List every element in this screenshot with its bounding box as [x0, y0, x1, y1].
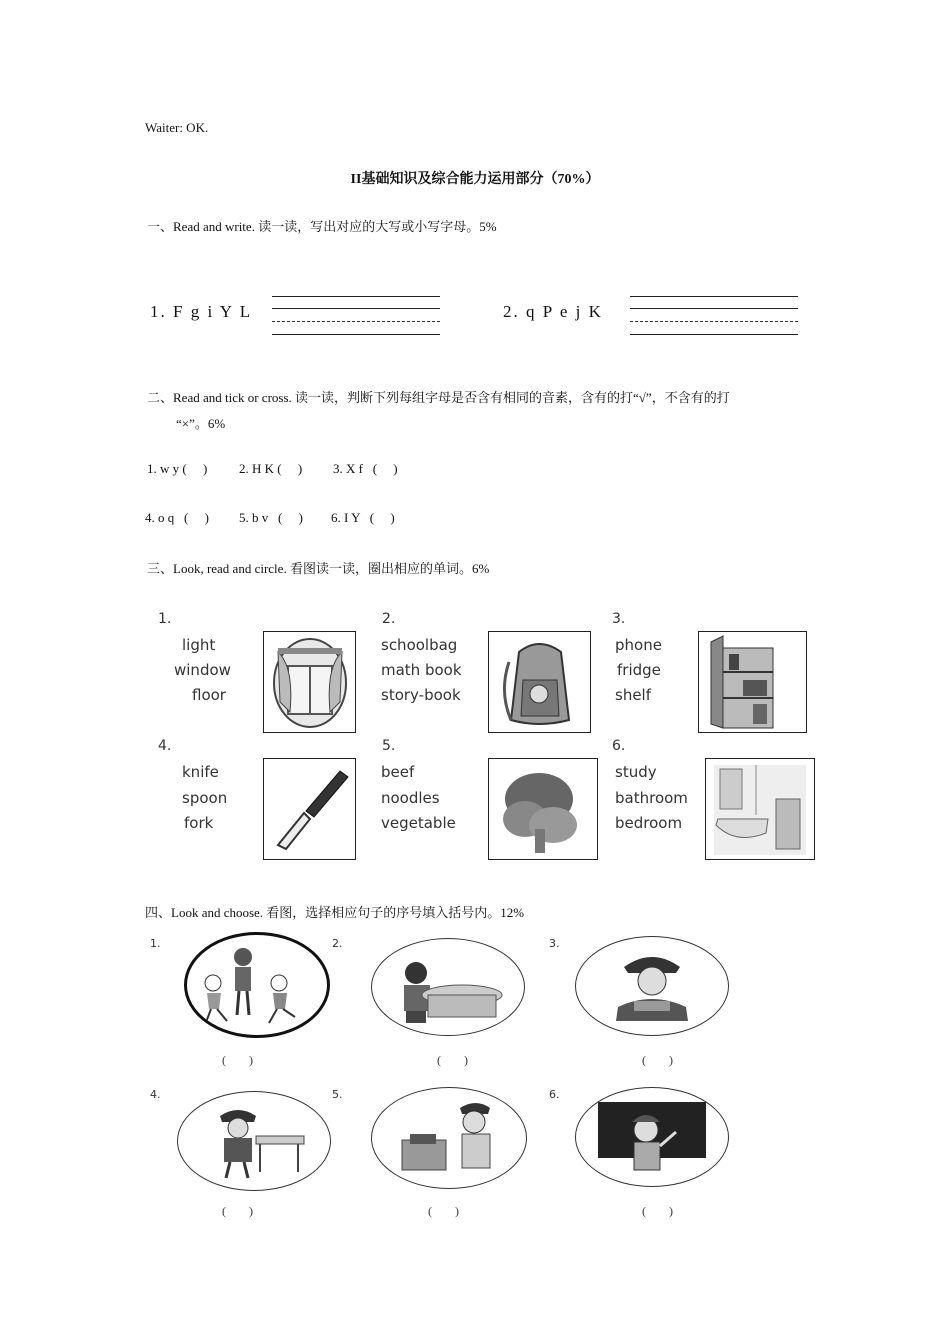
group-number: 2.	[382, 611, 396, 627]
word-option[interactable]: story-book	[381, 686, 461, 704]
answer-bracket[interactable]: ( )	[642, 1053, 683, 1067]
word-option[interactable]: fork	[184, 814, 214, 832]
word-option[interactable]: beef	[381, 763, 415, 781]
writing-line	[630, 308, 798, 309]
picture-frame	[705, 758, 815, 860]
item-number: 2.	[503, 302, 520, 321]
answer-bracket[interactable]: ( )	[222, 1204, 263, 1218]
schoolbag-icon	[489, 632, 590, 732]
knife-icon	[264, 759, 355, 859]
word-option[interactable]: fridge	[617, 661, 661, 679]
group-number: 6.	[612, 738, 626, 754]
picture-frame	[263, 631, 356, 733]
word-option[interactable]: window	[174, 661, 231, 679]
picture-oval	[575, 1087, 729, 1187]
writing-line-top	[630, 296, 798, 297]
picture-oval	[184, 932, 330, 1038]
child-at-desk-icon	[178, 1092, 330, 1190]
section-2-title-cont: “×”。6%	[176, 416, 226, 431]
shelf-icon	[699, 632, 806, 732]
picture-frame	[488, 631, 591, 733]
writing-line	[272, 308, 440, 309]
answer-bracket[interactable]: ( )	[642, 1204, 683, 1218]
vegetable-icon	[489, 759, 597, 859]
bathroom-icon	[706, 759, 814, 859]
tick-item-2[interactable]: 2. H K ( )	[239, 461, 303, 476]
answer-bracket[interactable]: ( )	[437, 1053, 478, 1067]
group-number: 4.	[158, 738, 172, 754]
writing-line-bottom[interactable]	[630, 334, 798, 335]
word-option[interactable]: bathroom	[615, 789, 688, 807]
tick-item-6[interactable]: 6. I Y ( )	[331, 510, 395, 525]
child-eating-icon	[576, 937, 728, 1035]
picture-frame	[698, 631, 807, 733]
word-option[interactable]: knife	[182, 763, 219, 781]
dialogue-line: Waiter: OK.	[145, 120, 209, 135]
word-option[interactable]: floor	[192, 686, 226, 704]
girl-at-blackboard-icon	[576, 1088, 728, 1186]
picture-number: 6.	[549, 1088, 560, 1101]
section-3-title: 三、Look, read and circle. 看图读一读，圈出相应的单词。6%	[147, 561, 490, 576]
answer-bracket[interactable]: ( )	[428, 1204, 469, 1218]
section-4-title: 四、Look and choose. 看图，选择相应句子的序号填入括号内。12%	[145, 905, 525, 920]
word-option[interactable]: spoon	[182, 789, 228, 807]
tick-item-3[interactable]: 3. X f ( )	[333, 461, 398, 476]
letter-group: F g i Y L	[173, 302, 253, 321]
letter-group: q P e j K	[526, 302, 603, 321]
window-icon	[264, 632, 355, 732]
picture-oval	[575, 936, 729, 1036]
boy-on-phone-icon	[372, 1088, 526, 1188]
picture-oval	[371, 938, 525, 1036]
writing-line-bottom[interactable]	[272, 334, 440, 335]
part-title: II基础知识及综合能力运用部分（70%）	[350, 172, 600, 187]
word-option[interactable]: bedroom	[615, 814, 683, 832]
section-1-item-2	[503, 302, 603, 322]
item-number: 1.	[150, 302, 167, 321]
answer-bracket[interactable]: ( )	[222, 1053, 263, 1067]
section-1-title: 一、Read and write. 读一读，写出对应的大写或小写字母。5%	[147, 219, 497, 234]
word-option[interactable]: study	[615, 763, 657, 781]
word-option[interactable]: light	[182, 636, 216, 654]
word-option[interactable]: noodles	[381, 789, 440, 807]
section-2-title: 二、Read and tick or cross. 读一读，判断下列每组字母是否含有相同的音素，含有的打“√”，不含有的打	[147, 390, 730, 405]
picture-number: 3.	[549, 937, 560, 950]
picture-frame	[488, 758, 598, 860]
writing-line-dashed	[630, 321, 798, 322]
picture-oval	[371, 1087, 527, 1189]
word-option[interactable]: math book	[381, 661, 462, 679]
word-option[interactable]: vegetable	[381, 814, 456, 832]
group-number: 1.	[158, 611, 172, 627]
children-running-icon	[187, 935, 327, 1035]
section-1-item-1	[150, 302, 252, 322]
picture-number: 2.	[332, 937, 343, 950]
tick-item-5[interactable]: 5. b v ( )	[239, 510, 303, 525]
group-number: 3.	[612, 611, 626, 627]
picture-number: 1.	[150, 937, 161, 950]
writing-line-top	[272, 296, 440, 297]
group-number: 5.	[382, 738, 396, 754]
picture-frame	[263, 758, 356, 860]
picture-oval	[177, 1091, 331, 1191]
boy-at-table-icon	[372, 939, 524, 1035]
tick-item-4[interactable]: 4. o q ( )	[145, 510, 209, 525]
word-option[interactable]: phone	[615, 636, 662, 654]
word-option[interactable]: shelf	[615, 686, 651, 704]
tick-item-1[interactable]: 1. w y ( )	[147, 461, 208, 476]
word-option[interactable]: schoolbag	[381, 636, 458, 654]
writing-line-dashed	[272, 321, 440, 322]
picture-number: 4.	[150, 1088, 161, 1101]
picture-number: 5.	[332, 1088, 343, 1101]
